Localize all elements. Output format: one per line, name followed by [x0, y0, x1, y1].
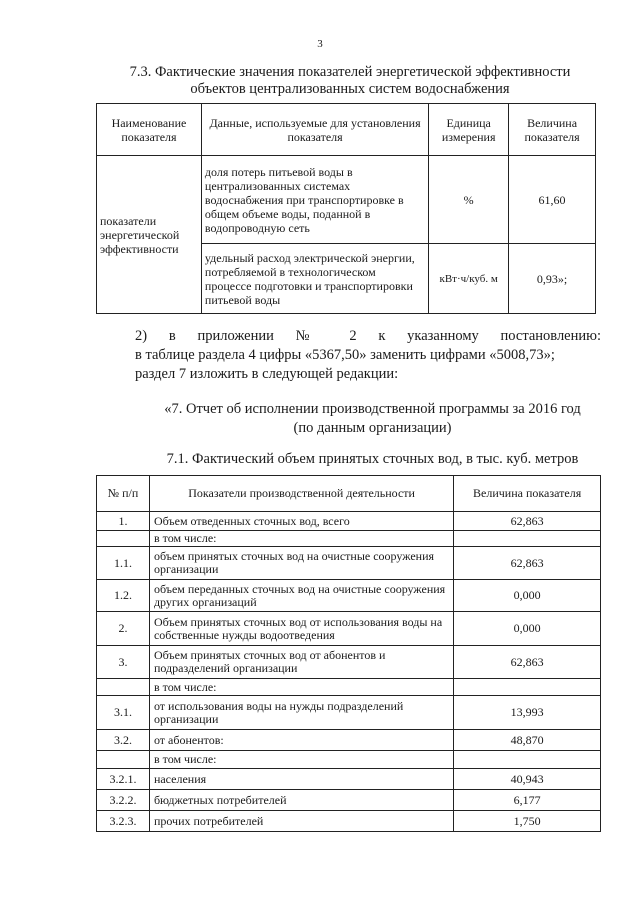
header-unit: Единица измерения	[429, 104, 509, 156]
section-7-3-title-line2: объектов централизованных систем водоснабжения	[190, 81, 510, 97]
row-number: 3.2.	[97, 730, 150, 751]
section-7-title-line2: (по данным организации)	[293, 420, 452, 436]
row-value: 62,863	[454, 646, 601, 679]
row-label: в том числе:	[149, 751, 453, 769]
header-data-used: Данные, используемые для установления показателя	[201, 104, 428, 156]
row-value: 0,000	[454, 612, 601, 646]
row-number: 1.1.	[97, 547, 150, 580]
row-number: 3.2.2.	[97, 790, 150, 811]
table-row	[97, 156, 596, 244]
table-row	[97, 751, 601, 769]
group-label: показатели энергетической эффективности	[97, 156, 202, 314]
row-unit: кВт·ч/куб. м	[429, 244, 509, 314]
row-label: от использования воды на нужды подразделений организации	[149, 696, 453, 730]
row-number: 1.2.	[97, 580, 150, 612]
page-number: 3	[317, 38, 323, 50]
table-row	[97, 679, 601, 696]
row-number: 2.	[97, 612, 150, 646]
row-number: 3.1.	[97, 696, 150, 730]
table-row	[97, 769, 601, 790]
row-value: 6,177	[454, 790, 601, 811]
row-value: 0,93»;	[509, 244, 596, 314]
row-label: Объем отведенных сточных вод, всего	[149, 512, 453, 531]
wastewater-volume-table	[96, 475, 601, 832]
table-row	[97, 612, 601, 646]
header-indicator-name: Наименование показателя	[97, 104, 202, 156]
table-row	[97, 531, 601, 547]
section-7-1-title: 7.1. Фактический объем принятых сточных вод, в тыс. куб. метров	[166, 451, 579, 467]
row-number	[97, 679, 150, 696]
row-value: 62,863	[454, 512, 601, 531]
table-header-row	[97, 104, 596, 156]
header-number: № п/п	[97, 476, 150, 512]
row-value	[454, 679, 601, 696]
energy-efficiency-table	[96, 103, 596, 314]
section-7-title-line1: «7. Отчет об исполнении производственной программы за 2016 год	[164, 401, 581, 417]
row-value: 1,750	[454, 811, 601, 832]
row-data: доля потерь питьевой воды в централизованных системах водоснабжения при транспортировке в общем объеме воды, поданной в водопроводную сеть	[201, 156, 428, 244]
row-label: объем переданных сточных вод на очистные сооружения других организаций	[149, 580, 453, 612]
row-label: от абонентов:	[149, 730, 453, 751]
header-value: Величина показателя	[509, 104, 596, 156]
table-row	[97, 730, 601, 751]
row-number: 3.2.1.	[97, 769, 150, 790]
table-row	[97, 811, 601, 832]
table-row	[97, 547, 601, 580]
row-value: 62,863	[454, 547, 601, 580]
row-label: Объем принятых сточных вод от абонентов и подразделений организации	[149, 646, 453, 679]
row-data: удельный расход электрической энергии, потребляемой в технологическом процессе подготовки и транспортировки питьевой воды	[201, 244, 428, 314]
row-label: населения	[149, 769, 453, 790]
row-label: объем принятых сточных вод на очистные сооружения организации	[149, 547, 453, 580]
row-number: 3.2.3.	[97, 811, 150, 832]
table-row	[97, 580, 601, 612]
header-value: Величина показателя	[454, 476, 601, 512]
row-number: 1.	[97, 512, 150, 531]
row-unit: %	[429, 156, 509, 244]
table-header-row	[97, 476, 601, 512]
row-value: 40,943	[454, 769, 601, 790]
row-value	[454, 531, 601, 547]
table-row	[97, 696, 601, 730]
row-value: 48,870	[454, 730, 601, 751]
row-value: 61,60	[509, 156, 596, 244]
table-row	[97, 790, 601, 811]
row-label: в том числе:	[149, 531, 453, 547]
row-label: прочих потребителей	[149, 811, 453, 832]
table-row	[97, 512, 601, 531]
row-label: Объем принятых сточных вод от использования воды на собственные нужды водоотведения	[149, 612, 453, 646]
row-label: в том числе:	[149, 679, 453, 696]
row-label: бюджетных потребителей	[149, 790, 453, 811]
row-number	[97, 751, 150, 769]
row-value: 13,993	[454, 696, 601, 730]
row-value	[454, 751, 601, 769]
paragraph-line1: 2) в приложении № 2 к указанному постановлению:	[135, 328, 601, 344]
section-7-3-title-line1: 7.3. Фактические значения показателей энергетической эффективности	[129, 64, 571, 80]
header-indicators: Показатели производственной деятельности	[149, 476, 453, 512]
row-number	[97, 531, 150, 547]
paragraph-line2: в таблице раздела 4 цифры «5367,50» заменить цифрами «5008,73»;	[135, 347, 555, 363]
paragraph-line3: раздел 7 изложить в следующей редакции:	[135, 366, 399, 382]
table-row	[97, 646, 601, 679]
row-value: 0,000	[454, 580, 601, 612]
row-number: 3.	[97, 646, 150, 679]
